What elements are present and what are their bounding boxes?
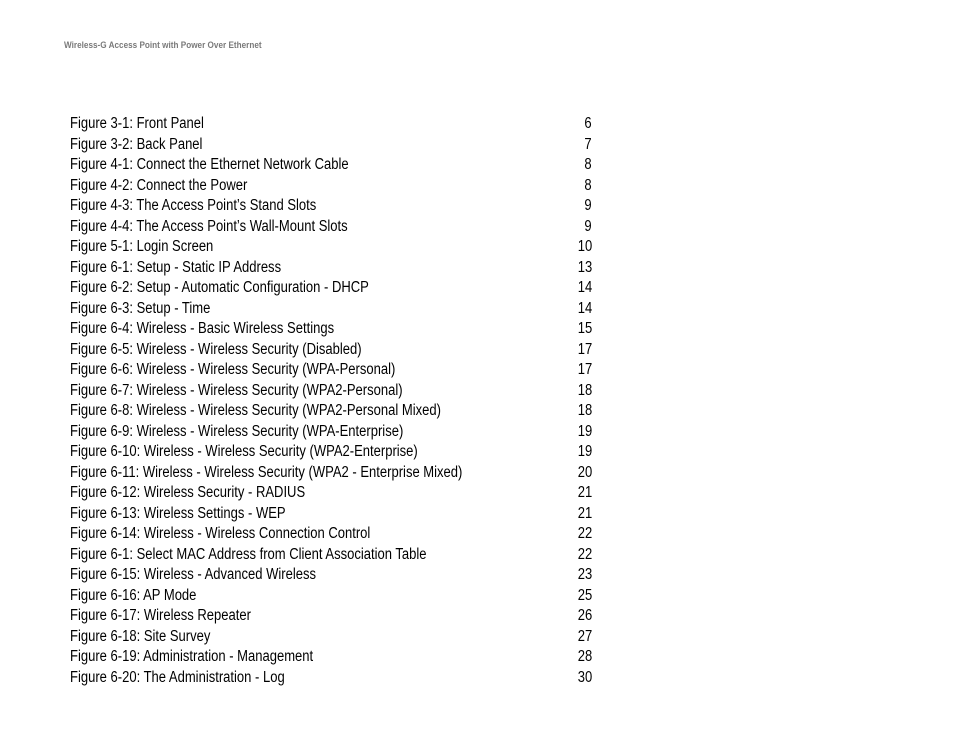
figure-page-number: 21: [577, 484, 592, 501]
figure-list-item[interactable]: [70, 627, 592, 648]
figure-title: Figure 6-14: Wireless - Wireless Connection Control: [70, 525, 371, 542]
figure-page-number: 19: [577, 422, 592, 440]
figure-list-item[interactable]: [70, 381, 592, 402]
figure-page-number: 15: [577, 320, 592, 337]
running-header: Wireless-G Access Point with Power Over Ethernet: [64, 40, 262, 51]
figure-title: Figure 6-4: Wireless - Basic Wireless Settings: [70, 320, 335, 337]
figure-list-item[interactable]: [70, 606, 592, 627]
figure-page-number: 18: [577, 402, 592, 419]
figure-page-number: 28: [577, 648, 592, 665]
figure-page-number: 17: [577, 340, 592, 358]
figure-list-item[interactable]: [70, 483, 592, 504]
figure-list-item[interactable]: [70, 340, 592, 361]
figure-title: Figure 6-10: Wireless - Wireless Security (WPA2-Enterprise): [70, 443, 418, 460]
figure-list-item[interactable]: [70, 258, 592, 279]
figure-page-number: 6: [584, 115, 592, 132]
figure-list: [70, 114, 592, 688]
figure-list-item[interactable]: [70, 463, 592, 484]
figure-title: Figure 4-3: The Access Point’s Stand Slots: [70, 197, 317, 214]
figure-list-item[interactable]: [70, 504, 592, 525]
figure-title: Figure 6-1: Setup - Static IP Address: [70, 258, 282, 276]
figure-list-item[interactable]: [70, 586, 592, 607]
figure-title: Figure 6-9: Wireless - Wireless Security (WPA-Enterprise): [70, 422, 404, 440]
figure-list-item[interactable]: [70, 442, 592, 463]
figure-title: Figure 6-11: Wireless - Wireless Security (WPA2 - Enterprise Mixed): [70, 463, 463, 481]
figure-title: Figure 6-6: Wireless - Wireless Security (WPA-Personal): [70, 361, 396, 378]
figure-title: Figure 6-12: Wireless Security - RADIUS: [70, 484, 306, 501]
figure-list-item[interactable]: [70, 524, 592, 545]
figure-title: Figure 4-4: The Access Point’s Wall-Mount Slots: [70, 217, 348, 235]
figure-list-item[interactable]: [70, 545, 592, 566]
figure-page-number: 9: [584, 197, 592, 214]
figure-page-number: 9: [584, 217, 592, 235]
figure-page-number: 18: [577, 381, 592, 399]
figure-title: Figure 6-19: Administration - Management: [70, 648, 314, 665]
figure-title: Figure 4-2: Connect the Power: [70, 176, 248, 194]
figure-title: Figure 6-20: The Administration - Log: [70, 668, 285, 686]
figure-title: Figure 6-13: Wireless Settings - WEP: [70, 504, 286, 522]
figure-list-item[interactable]: [70, 217, 592, 238]
figure-list-item[interactable]: [70, 319, 592, 340]
figure-title: Figure 6-18: Site Survey: [70, 627, 211, 645]
figure-title: Figure 6-17: Wireless Repeater: [70, 607, 251, 624]
figure-page-number: 8: [584, 176, 592, 194]
figure-page-number: 14: [577, 299, 592, 317]
figure-page-number: 14: [577, 279, 592, 296]
figure-page-number: 21: [577, 504, 592, 522]
figure-list-item[interactable]: [70, 114, 592, 135]
figure-page-number: 26: [577, 607, 592, 624]
figure-list-item[interactable]: [70, 422, 592, 443]
figure-page-number: 23: [577, 566, 592, 583]
figure-page-number: 22: [577, 525, 592, 542]
figure-title: Figure 6-2: Setup - Automatic Configuration - DHCP: [70, 279, 369, 296]
figure-title: Figure 3-2: Back Panel: [70, 135, 203, 153]
figure-title: Figure 3-1: Front Panel: [70, 115, 204, 132]
figure-page-number: 19: [577, 443, 592, 460]
figure-list-item[interactable]: [70, 401, 592, 422]
figure-list-item[interactable]: [70, 176, 592, 197]
figure-page-number: 8: [584, 156, 592, 173]
figure-list-item[interactable]: [70, 155, 592, 176]
figure-list-item[interactable]: [70, 237, 592, 258]
figure-list-item[interactable]: [70, 135, 592, 156]
figure-list-item[interactable]: [70, 278, 592, 299]
figure-page-number: 13: [577, 258, 592, 276]
figure-title: Figure 6-15: Wireless - Advanced Wireless: [70, 566, 317, 583]
figure-title: Figure 6-16: AP Mode: [70, 586, 197, 604]
figure-title: Figure 6-3: Setup - Time: [70, 299, 211, 317]
figure-title: Figure 4-1: Connect the Ethernet Network Cable: [70, 156, 349, 173]
figure-page-number: 10: [577, 238, 592, 255]
figure-list-item[interactable]: [70, 565, 592, 586]
figure-page-number: 7: [584, 135, 592, 153]
figure-list-item[interactable]: [70, 196, 592, 217]
figure-title: Figure 6-5: Wireless - Wireless Security (Disabled): [70, 340, 362, 358]
figure-page-number: 27: [577, 627, 592, 645]
figure-title: Figure 6-8: Wireless - Wireless Security (WPA2-Personal Mixed): [70, 402, 441, 419]
figure-title: Figure 6-1: Select MAC Address from Client Association Table: [70, 545, 427, 563]
figure-page-number: 20: [577, 463, 592, 481]
figure-title: Figure 6-7: Wireless - Wireless Security (WPA2-Personal): [70, 381, 403, 399]
figure-list-item[interactable]: [70, 668, 592, 689]
figure-title: Figure 5-1: Login Screen: [70, 238, 214, 255]
figure-list-item[interactable]: [70, 299, 592, 320]
figure-list-item[interactable]: [70, 360, 592, 381]
figure-list-item[interactable]: [70, 647, 592, 668]
figure-page-number: 17: [577, 361, 592, 378]
figure-page-number: 22: [577, 545, 592, 563]
figure-page-number: 30: [577, 668, 592, 686]
figure-page-number: 25: [577, 586, 592, 604]
